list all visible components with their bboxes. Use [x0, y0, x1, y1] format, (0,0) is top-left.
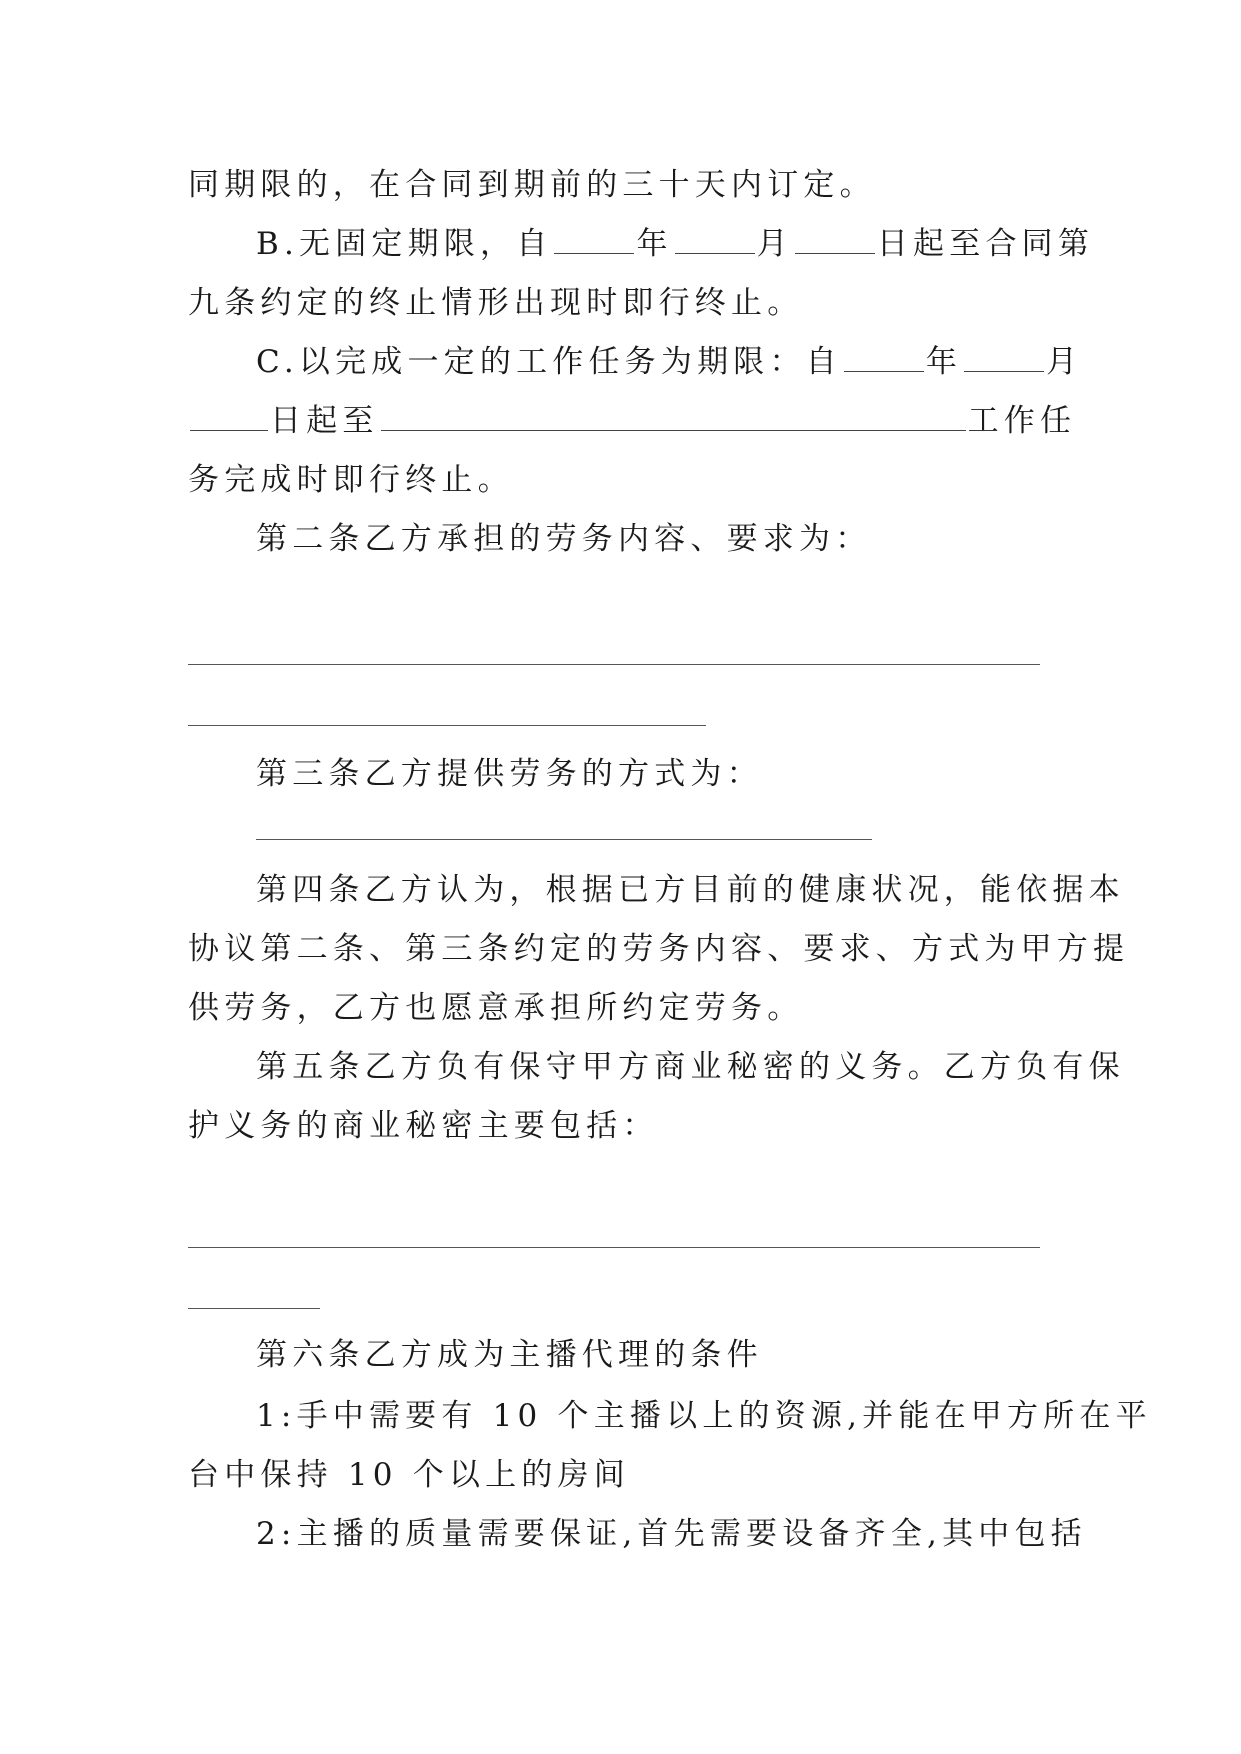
text-line: 同期限的，在合同到期前的三十天内订定。: [188, 167, 876, 203]
fill-rule: [188, 725, 706, 726]
text-line: 供劳务，乙方也愿意承担所约定劳务。: [188, 990, 804, 1026]
text-line: [188, 401, 1077, 441]
fill-blank: [844, 343, 924, 372]
text-fragment: 月: [756, 226, 793, 262]
fill-blank: [795, 225, 875, 254]
fill-rule: [256, 839, 872, 840]
text-fragment: C.以完成一定的工作任务为期限：自: [256, 344, 842, 380]
text-line: 1:手中需要有 10 个主播以上的资源,并能在甲方所在平: [256, 1398, 1152, 1434]
text-line: 务完成时即行终止。: [188, 462, 514, 498]
text-fragment: 年: [636, 226, 673, 262]
text-fragment: 年: [925, 344, 963, 380]
text-line: 第五条乙方负有保守甲方商业秘密的义务。乙方负有保: [256, 1049, 1125, 1085]
fill-rule: [188, 664, 1040, 665]
text-line: 九条约定的终止情形出现时即行终止。: [188, 285, 804, 321]
text-line: 台中保持 10 个以上的房间: [188, 1457, 630, 1493]
fill-blank: [964, 343, 1044, 372]
text-fragment: 日起至合同第: [876, 226, 1095, 262]
text-line: [256, 224, 1095, 264]
text-fragment: B.无固定期限，自: [256, 226, 553, 262]
text-fragment: 月: [1046, 344, 1083, 380]
text-line: 护义务的商业秘密主要包括：: [188, 1108, 659, 1144]
fill-rule: [188, 1308, 320, 1309]
text-line: 第三条乙方提供劳务的方式为：: [256, 756, 763, 792]
text-line: 第四条乙方认为，根据已方目前的健康状况，能依据本: [256, 872, 1125, 908]
text-fragment: 日起至: [270, 403, 379, 439]
text-fragment: 工作任: [967, 403, 1077, 439]
text-line: 第二条乙方承担的劳务内容、要求为：: [256, 521, 872, 557]
text-line: 协议第二条、第三条约定的劳务内容、要求、方式为甲方提: [188, 931, 1130, 967]
fill-blank: [554, 225, 634, 254]
fill-blank: [381, 402, 966, 431]
text-line: 第六条乙方成为主播代理的条件: [256, 1337, 763, 1373]
text-line: [256, 342, 1083, 382]
fill-rule: [188, 1247, 1040, 1248]
fill-blank: [190, 402, 268, 431]
text-line: 2:主播的质量需要保证,首先需要设备齐全,其中包括: [256, 1516, 1087, 1552]
fill-blank: [675, 225, 755, 254]
